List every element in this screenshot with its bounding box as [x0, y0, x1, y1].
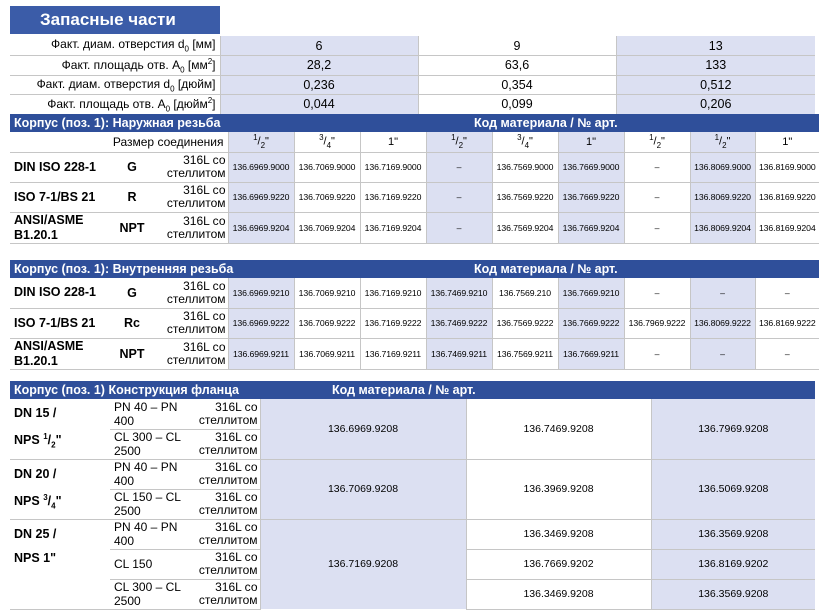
section-header — [10, 381, 815, 399]
dimension-value: 13 — [616, 36, 815, 56]
code-cell: 136.8069.9220 — [690, 182, 755, 212]
table-row — [10, 152, 819, 182]
material-cell: 316L со стеллитом — [158, 338, 228, 369]
pressure-cell: CL 150 — [110, 549, 195, 579]
material-cell: 316L со стеллитом — [158, 278, 228, 308]
dimension-row — [10, 56, 815, 76]
size-cell: $^3/_4$" — [294, 132, 360, 152]
thread-cell: NPT — [106, 212, 158, 243]
code-cell: 136.7169.9220 — [360, 182, 426, 212]
material-cell: 316L со стеллитом — [195, 489, 260, 519]
size-label: Размер соединения — [10, 132, 228, 152]
flange-row — [10, 459, 815, 489]
code-cell: – — [624, 338, 690, 369]
material-cell: 316L со стеллитом — [195, 459, 260, 489]
flange-row — [10, 399, 815, 429]
code-cell: 136.7569.9211 — [492, 338, 558, 369]
flange-table — [10, 381, 815, 610]
code-cell: – — [426, 152, 492, 182]
dimension-value: 63,6 — [418, 56, 616, 76]
code-cell: 136.6969.9000 — [228, 152, 294, 182]
thread-cell: G — [106, 152, 158, 182]
pressure-cell: PN 40 – PN 400 — [110, 399, 195, 429]
code-cell: 136.6969.9222 — [228, 308, 294, 338]
code-cell: 136.8169.9204 — [755, 212, 819, 243]
table-row — [10, 182, 819, 212]
table-row — [10, 308, 819, 338]
standard-cell: DIN ISO 228-1 — [10, 152, 106, 182]
code-cell: 136.7669.9210 — [558, 278, 624, 308]
code-title: Код материала / № арт. — [294, 260, 819, 278]
size-cell: $^1/_2$" — [228, 132, 294, 152]
table-row — [10, 278, 819, 308]
code-cell: 136.3469.9208 — [466, 579, 651, 609]
code-cell: 136.3969.9208 — [466, 459, 651, 519]
code-cell: 136.7969.9222 — [624, 308, 690, 338]
standard-cell: ISO 7-1/BS 21 — [10, 308, 106, 338]
code-cell: – — [624, 278, 690, 308]
code-cell: 136.7069.9220 — [294, 182, 360, 212]
dimension-value: 133 — [616, 56, 815, 76]
material-cell: 316L со стеллитом — [158, 182, 228, 212]
flange-row — [10, 519, 815, 549]
code-cell: 136.7169.9208 — [260, 519, 466, 609]
section-title: Корпус (поз. 1): Внутренняя резьба — [10, 260, 294, 278]
code-cell: – — [426, 182, 492, 212]
dimension-value: 0,236 — [220, 75, 418, 95]
code-cell: – — [755, 278, 819, 308]
dimension-value: 9 — [418, 36, 616, 56]
dimension-label: Факт. площадь отв. $A_0$ [дюйм$^2$] — [47, 95, 216, 113]
code-cell: 136.7169.9210 — [360, 278, 426, 308]
code-cell: – — [690, 278, 755, 308]
pressure-cell: CL 150 – CL 2500 — [110, 489, 195, 519]
orifice-table — [10, 36, 815, 115]
material-cell: 316L со стеллитом — [195, 429, 260, 459]
material-cell: 316L со стеллитом — [195, 549, 260, 579]
code-cell: 136.3569.9208 — [651, 519, 815, 549]
code-cell: 136.7669.9202 — [466, 549, 651, 579]
dimension-label: Факт. диам. отверстия $d_0$ [мм] — [51, 37, 216, 54]
size-cell: 1" — [755, 132, 819, 152]
code-cell: 136.7069.9211 — [294, 338, 360, 369]
code-cell: 136.3469.9208 — [466, 519, 651, 549]
code-cell: 136.6969.9210 — [228, 278, 294, 308]
dimension-label: Факт. площадь отв. $A_0$ $[мм^2]$ — [61, 56, 216, 74]
dimension-label: Факт. диам. отверстия $d_0$ [дюйм] — [36, 76, 216, 93]
code-cell: 136.7069.9000 — [294, 152, 360, 182]
thread-cell: G — [106, 278, 158, 308]
size-cell: $^1/_2$" — [624, 132, 690, 152]
material-cell: 316L со стеллитом — [195, 399, 260, 429]
dimension-value: 0,099 — [418, 95, 616, 115]
code-cell: – — [624, 182, 690, 212]
code-cell: 136.8169.9220 — [755, 182, 819, 212]
size-cell: 1" — [360, 132, 426, 152]
section-title: Корпус (поз. 1) Конструкция фланца — [10, 381, 466, 399]
page-title: Запасные части — [10, 6, 220, 34]
external-thread-table — [10, 114, 819, 244]
code-cell: 136.7169.9204 — [360, 212, 426, 243]
material-cell: 316L со стеллитом — [195, 519, 260, 549]
code-cell: 136.7169.9000 — [360, 152, 426, 182]
code-cell: 136.7569.9204 — [492, 212, 558, 243]
code-cell: – — [624, 152, 690, 182]
dimension-row — [10, 75, 815, 95]
section-title: Корпус (поз. 1): Наружная резьба — [10, 114, 294, 132]
standard-cell: ANSI/ASME B1.20.1 — [10, 338, 106, 369]
code-cell: 136.7569.210 — [492, 278, 558, 308]
code-cell: – — [755, 338, 819, 369]
dimension-value: 0,044 — [220, 95, 418, 115]
standard-cell: ANSI/ASME B1.20.1 — [10, 212, 106, 243]
dimension-value: 28,2 — [220, 56, 418, 76]
code-cell: 136.7069.9208 — [260, 459, 466, 519]
dimension-row — [10, 36, 815, 56]
code-cell: 136.7669.9000 — [558, 152, 624, 182]
size-cell: 1" — [558, 132, 624, 152]
dn-cell: DN 15 / NPS $^1/_2$" — [10, 399, 110, 459]
section-header — [10, 114, 819, 132]
code-cell: 136.6969.9208 — [260, 399, 466, 459]
dimension-value: 6 — [220, 36, 418, 56]
material-cell: 316L со стеллитом — [158, 212, 228, 243]
size-cell: $^1/_2$" — [426, 132, 492, 152]
code-title: Код материала / № арт. — [466, 381, 815, 399]
code-cell: 136.7469.9208 — [466, 399, 651, 459]
thread-cell: R — [106, 182, 158, 212]
code-cell: 136.7569.9222 — [492, 308, 558, 338]
code-cell: – — [426, 212, 492, 243]
code-cell: 136.7469.9222 — [426, 308, 492, 338]
material-cell: 316L со стеллитом — [158, 308, 228, 338]
code-cell: 136.7169.9211 — [360, 338, 426, 369]
material-cell: 316L со стеллитом — [158, 152, 228, 182]
pressure-cell: CL 300 – CL 2500 — [110, 429, 195, 459]
code-cell: 136.7669.9204 — [558, 212, 624, 243]
code-cell: 136.7569.9220 — [492, 182, 558, 212]
code-cell: 136.8069.9000 — [690, 152, 755, 182]
code-cell: 136.7169.9222 — [360, 308, 426, 338]
code-cell: – — [690, 338, 755, 369]
dimension-value: 0,512 — [616, 75, 815, 95]
size-row — [10, 132, 819, 152]
thread-cell: NPT — [106, 338, 158, 369]
table-row — [10, 338, 819, 369]
code-cell: 136.7669.9211 — [558, 338, 624, 369]
dn-cell: DN 20 / NPS $^3/_4$" — [10, 459, 110, 519]
code-cell: 136.6969.9204 — [228, 212, 294, 243]
code-cell: 136.7469.9210 — [426, 278, 492, 308]
thread-cell: Rc — [106, 308, 158, 338]
dimension-value: 0,354 — [418, 75, 616, 95]
dn-cell: DN 25 / NPS 1" — [10, 519, 110, 609]
code-cell: 136.7469.9211 — [426, 338, 492, 369]
code-cell: – — [624, 212, 690, 243]
code-cell: 136.6969.9220 — [228, 182, 294, 212]
code-cell: 136.3569.9208 — [651, 579, 815, 609]
pressure-cell: CL 300 – CL 2500 — [110, 579, 195, 609]
code-cell: 136.5069.9208 — [651, 459, 815, 519]
code-cell: 136.7669.9222 — [558, 308, 624, 338]
code-cell: 136.7069.9222 — [294, 308, 360, 338]
code-cell: 136.8069.9222 — [690, 308, 755, 338]
size-cell: $^3/_4$" — [492, 132, 558, 152]
code-title: Код материала / № арт. — [294, 114, 819, 132]
code-cell: 136.7969.9208 — [651, 399, 815, 459]
code-cell: 136.6969.9211 — [228, 338, 294, 369]
code-cell: 136.7669.9220 — [558, 182, 624, 212]
dimension-row — [10, 95, 815, 115]
code-cell: 136.8069.9204 — [690, 212, 755, 243]
material-cell: 316L со стеллитом — [195, 579, 260, 609]
code-cell: 136.7069.9210 — [294, 278, 360, 308]
standard-cell: ISO 7-1/BS 21 — [10, 182, 106, 212]
code-cell: 136.8169.9000 — [755, 152, 819, 182]
internal-thread-table — [10, 260, 819, 370]
section-header — [10, 260, 819, 278]
code-cell: 136.8169.9202 — [651, 549, 815, 579]
size-cell: $^1/_2$" — [690, 132, 755, 152]
pressure-cell: PN 40 – PN 400 — [110, 459, 195, 489]
code-cell: 136.8169.9222 — [755, 308, 819, 338]
standard-cell: DIN ISO 228-1 — [10, 278, 106, 308]
table-row — [10, 212, 819, 243]
code-cell: 136.7569.9000 — [492, 152, 558, 182]
code-cell: 136.7069.9204 — [294, 212, 360, 243]
dimension-value: 0,206 — [616, 95, 815, 115]
pressure-cell: PN 40 – PN 400 — [110, 519, 195, 549]
